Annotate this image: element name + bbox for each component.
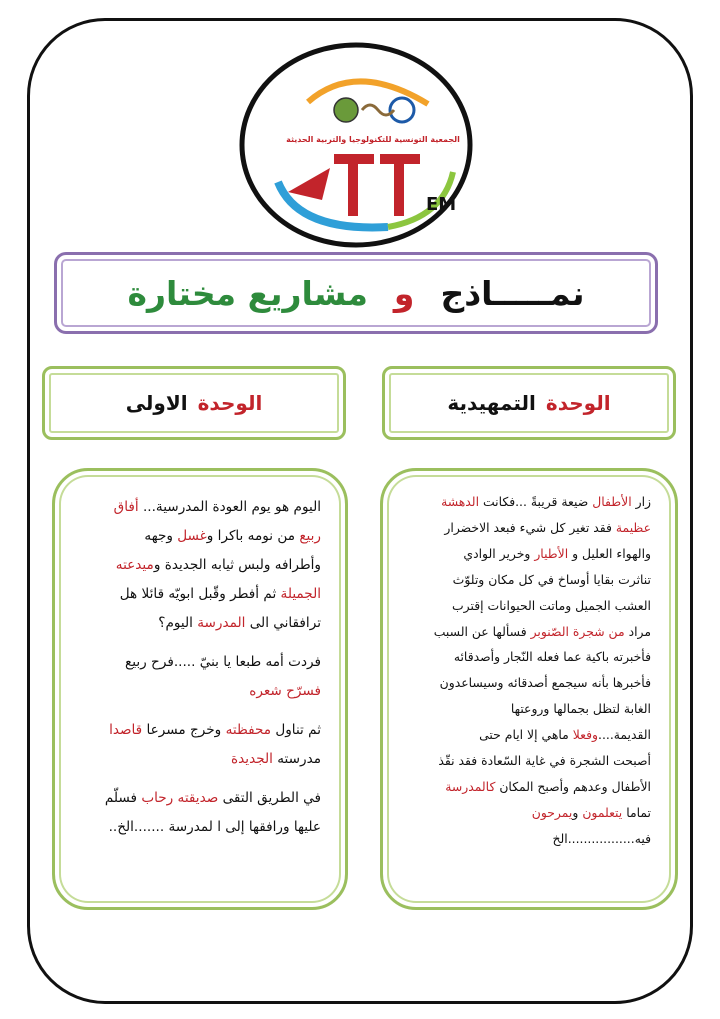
unit-word: الوحدة: [197, 391, 263, 415]
highlighted-word: قاصدا: [109, 722, 143, 738]
story-line: [71, 551, 321, 580]
story-line: [399, 567, 651, 593]
story-line: [399, 826, 651, 852]
story-text: فيه.................الخ: [552, 830, 651, 846]
highlighted-word: ميدعته: [115, 557, 154, 573]
story-text: فسألها عن السبب: [433, 623, 531, 639]
story-text: و: [572, 804, 583, 820]
unit-heading-introductory: [382, 366, 676, 440]
story-text: فردت أمه طبعا يا بنيّ .....فرح ربيع: [125, 654, 321, 670]
story-line: [399, 489, 651, 515]
story-line: [399, 748, 651, 774]
logo-mark: EM: [426, 194, 457, 215]
story-text: وخرج مسرعا: [142, 722, 226, 738]
story-text: ترافقاني الى: [245, 615, 321, 631]
unit-heading-first: [42, 366, 346, 440]
story-text: مدرسته: [272, 751, 321, 767]
story-text: أصبحت الشجرة في غاية السّعادة فقد نقّذ: [438, 753, 651, 769]
highlighted-word: ربيع: [299, 528, 321, 544]
page-title: [54, 252, 658, 334]
highlighted-word: الجديدة: [231, 751, 273, 767]
story-line: [399, 696, 651, 722]
story-panel-introductory: [380, 468, 678, 910]
story-text: وجهه: [144, 528, 178, 544]
highlighted-word: كالمدرسة: [445, 778, 496, 794]
story-line: [71, 648, 321, 677]
story-text: اليوم؟: [158, 615, 198, 631]
story-text: فقد تغير كل شيء فبعد الاخضرار: [444, 519, 616, 535]
story-line: [399, 515, 651, 541]
association-logo: [238, 42, 474, 248]
story-text: العشب الجميل وماتت الحيوانات إقترب: [452, 597, 651, 613]
story-line: [71, 745, 321, 774]
story-text: ثم أفطر وقّبل ابويّه قائلا هل: [119, 586, 281, 602]
highlighted-word: يمرحون: [531, 804, 573, 820]
story-text: عليها ورافقها إلى ا لمدرسة .......الخ..: [108, 819, 321, 835]
highlighted-word: وفعلا: [572, 727, 598, 743]
story-panel-first: [52, 468, 348, 910]
story-text: اليوم هو يوم العودة المدرسية...: [138, 499, 321, 515]
title-part-3: مشاريع مختارة: [127, 273, 368, 313]
story-text: من نومه باكرا و: [206, 528, 300, 544]
story-line: [71, 493, 321, 522]
story-line: [399, 670, 651, 696]
story-text: ثم تناول: [271, 722, 321, 738]
story-text: في الطريق التقى: [218, 790, 321, 806]
story-text: القديمة....: [598, 727, 651, 743]
story-line: [399, 774, 651, 800]
unit-name: الاولى: [125, 391, 188, 415]
story-line: [399, 541, 651, 567]
story-line: [71, 784, 321, 813]
title-part-1: نمـــــاذج: [440, 273, 585, 313]
story-line: [399, 593, 651, 619]
story-text: الغابة لتظل بجمالها وروعتها: [510, 701, 651, 717]
highlighted-word: صديقته رحاب: [141, 790, 219, 806]
story-line: [71, 580, 321, 609]
story-line: [71, 813, 321, 842]
story-text: وأطرافه ولبس ثيابه الجديدة و: [153, 557, 321, 573]
highlighted-word: غسل: [177, 528, 207, 544]
logo-text: الجمعية التونسية للتكنولوجيا والتربية الحديثة: [286, 135, 460, 144]
highlighted-word: أفاق: [113, 499, 139, 515]
story-text: ماهي إلا ايام حتى: [479, 727, 573, 743]
highlighted-word: الأطيار: [534, 545, 569, 561]
highlighted-word: فسرّح شعره: [249, 683, 321, 699]
highlighted-word: يتعلمون: [582, 804, 623, 820]
story-text: الأطفال وعدهم وأصبح المكان: [495, 778, 651, 794]
story-line: [399, 644, 651, 670]
highlighted-word: الدهشة: [441, 494, 480, 509]
story-text: تماما: [622, 804, 651, 820]
story-line: [399, 722, 651, 748]
story-text: مراد: [624, 623, 651, 639]
story-line: [71, 716, 321, 745]
story-text: وخرير الوادي: [463, 545, 535, 561]
story-text: تناثرت بقايا أوساخ في كل مكان وتلوّث: [452, 571, 651, 587]
story-text: فأخبرها بأنه سيجمع أصدقائه وسيساعدون: [439, 675, 651, 691]
story-text: فسلّم: [104, 790, 142, 806]
highlighted-word: من شجرة الصّنوبر: [530, 623, 625, 639]
highlighted-word: الأطفال: [592, 494, 632, 509]
highlighted-word: محفظته: [225, 722, 272, 738]
highlighted-word: الجميلة: [280, 586, 321, 602]
title-part-2: و: [393, 273, 415, 313]
story-line: [71, 522, 321, 551]
story-line: [71, 609, 321, 638]
story-line: [399, 800, 651, 826]
highlighted-word: عظيمة: [615, 519, 651, 535]
story-text: فأخبرته باكية عما فعله النّجار وأصدقائه: [453, 649, 651, 665]
highlighted-word: المدرسة: [197, 615, 246, 631]
story-text: زار: [631, 494, 651, 509]
story-text: والهواء العليل و: [568, 545, 651, 561]
unit-name: التمهيدية: [447, 391, 536, 415]
unit-word: الوحدة: [545, 391, 611, 415]
story-text: ضيعة قريبةً ...فكانت: [479, 494, 593, 509]
story-line: [71, 677, 321, 706]
story-line: [399, 619, 651, 645]
